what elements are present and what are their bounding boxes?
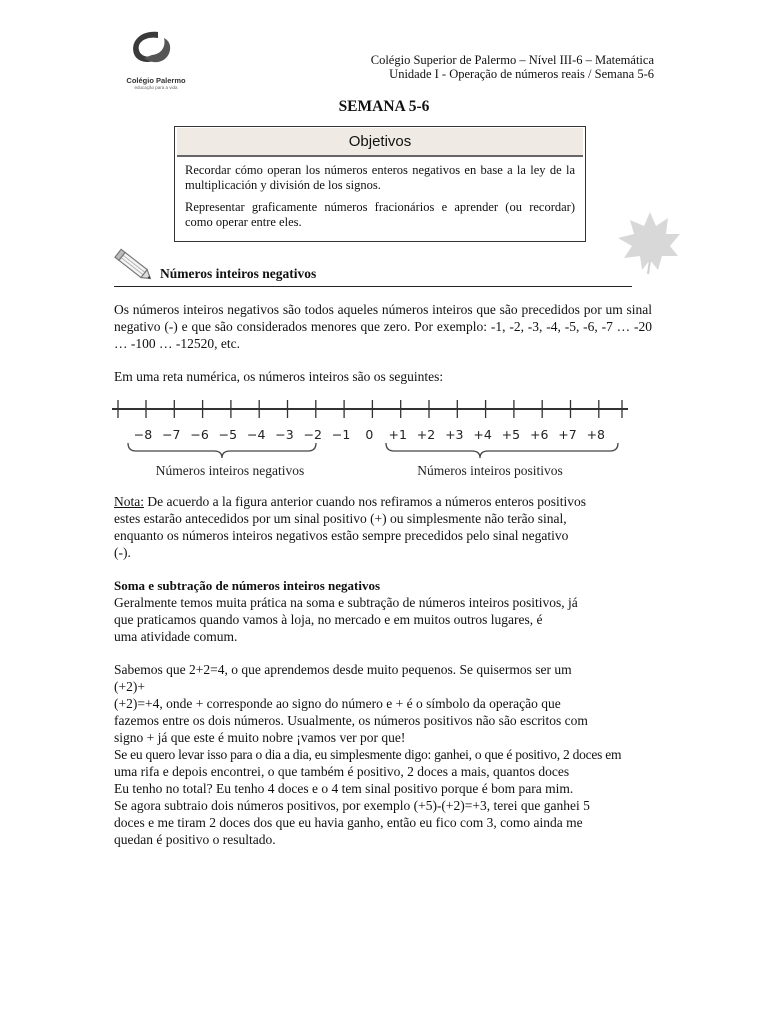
number-line xyxy=(110,396,630,480)
body-line: fazemos entre os dois números. Usualmente, os números positivos não são escritos com xyxy=(114,713,588,728)
section-divider xyxy=(114,286,632,287)
body-line: Sabemos que 2+2=4, o que aprendemos desde muito pequenos. Se quisermos ser um xyxy=(114,662,572,677)
logo-motto: educação para a vida xyxy=(134,85,178,90)
number-line-label: −5 xyxy=(218,427,238,442)
objectives-box xyxy=(174,126,586,242)
soma-heading: Soma e subtração de números inteiros negativos xyxy=(114,578,381,593)
number-line-label: −8 xyxy=(133,427,153,442)
number-line-label: +8 xyxy=(586,427,606,442)
body-line: Se agora subtraio dois números positivos, por exemplo (+5)-(+2)=+3, terei que ganhei 5 xyxy=(114,798,590,813)
body-line: (+2)+ xyxy=(114,679,145,694)
number-line-label: +7 xyxy=(558,427,577,442)
positive-caption: Números inteiros positivos xyxy=(417,463,563,478)
number-line-intro: Em uma reta numérica, os números inteiros são os seguintes: xyxy=(114,369,444,384)
header-line-1: Colégio Superior de Palermo – Nível III-6 – Matemática xyxy=(370,53,654,67)
number-line-label: +2 xyxy=(416,427,436,442)
body-line: doces e me tiram 2 doces dos que eu havia ganho, então eu fico com 3, como ainda me xyxy=(114,815,583,830)
soma-line: Geralmente temos muita prática na soma e subtração de números inteiros positivos, já xyxy=(114,595,578,610)
nota-line: estes estarão antecedidos por um sinal positivo (+) ou simplesmente não terão sinal, xyxy=(114,511,567,526)
nota-line: (-). xyxy=(114,545,131,560)
page-title: SEMANA 5-6 xyxy=(338,98,430,115)
leaf-icon xyxy=(612,208,684,276)
header-line-2: Unidade I - Operação de números reais / Semana 5-6 xyxy=(389,67,654,81)
number-line-label: −4 xyxy=(246,427,266,442)
objective-item: Representar graficamente números fracionários e aprender (ou recordar) como operar entre eles. xyxy=(185,200,575,229)
document-header xyxy=(371,53,654,81)
negative-caption: Números inteiros negativos xyxy=(155,463,305,478)
body-line: Eu tenho no total? Eu tenho 4 doces e o 4 tem sinal positivo porque é bom para mim. xyxy=(114,781,574,796)
nota-line: enquanto os números inteiros negativos estão sempre precedidos pelo sinal negativo xyxy=(114,528,569,543)
intro-paragraph: Os números inteiros negativos são todos aqueles números inteiros que são precedidos por um sinal negativo (-) e que são considerados menores que zero. Por exemplo: -1, -2, -3, -4, -5, -6, -7 … -20 … -100 … -12520, etc. xyxy=(114,302,652,351)
number-line-label: −7 xyxy=(162,427,181,442)
number-line-label: +6 xyxy=(529,427,549,442)
number-line-label: +1 xyxy=(388,427,407,442)
number-line-label: −6 xyxy=(190,427,209,442)
body-line: uma rifa e depois encontrei, o que também é positivo, 2 doces a mais, quantos doces xyxy=(114,764,570,779)
body-paragraph xyxy=(114,661,654,848)
negative-brace xyxy=(128,443,316,458)
number-line-label: +3 xyxy=(445,427,464,442)
objective-item: Recordar cómo operan los números enteros negativos en base a la ley de la multiplicación y división de los signos. xyxy=(185,163,575,192)
number-line-label: −1 xyxy=(331,427,351,442)
body-line: quedan é positivo o resultado. xyxy=(114,832,276,847)
section-heading: Números inteiros negativos xyxy=(160,266,317,281)
soma-line: que praticamos quando vamos à loja, no mercado e em muitos outros lugares, é xyxy=(114,612,543,627)
number-line-label: +5 xyxy=(501,427,521,442)
objectives-heading: Objetivos xyxy=(177,128,583,157)
number-line-label: −3 xyxy=(275,427,294,442)
body-line: signo + já que este é muito nobre ¡vamos ver por que! xyxy=(114,730,406,745)
number-line-label: −2 xyxy=(303,427,323,442)
nota-paragraph xyxy=(114,493,652,561)
body-line: (+2)=+4, onde + corresponde ao signo do número e + é o símbolo da operação que xyxy=(114,696,561,711)
body-line: Se eu quero levar isso para o dia a dia, eu simplesmente digo: ganhei, o que é positivo, 2 doces em xyxy=(114,747,622,762)
number-line-label: +4 xyxy=(473,427,492,442)
logo-name: Colégio Palermo xyxy=(126,76,186,85)
positive-brace xyxy=(386,443,618,458)
school-logo xyxy=(116,26,196,98)
number-line-label: 0 xyxy=(365,427,374,442)
pencil-icon xyxy=(112,248,156,286)
objectives-text xyxy=(185,163,575,237)
soma-line: uma atividade comum. xyxy=(114,629,238,644)
soma-section xyxy=(114,577,652,645)
nota-line: De acuerdo a la figura anterior cuando nos refiramos a números enteros positivos xyxy=(147,494,586,509)
palermo-logo-icon xyxy=(128,28,172,74)
nota-label: Nota: xyxy=(114,494,144,509)
